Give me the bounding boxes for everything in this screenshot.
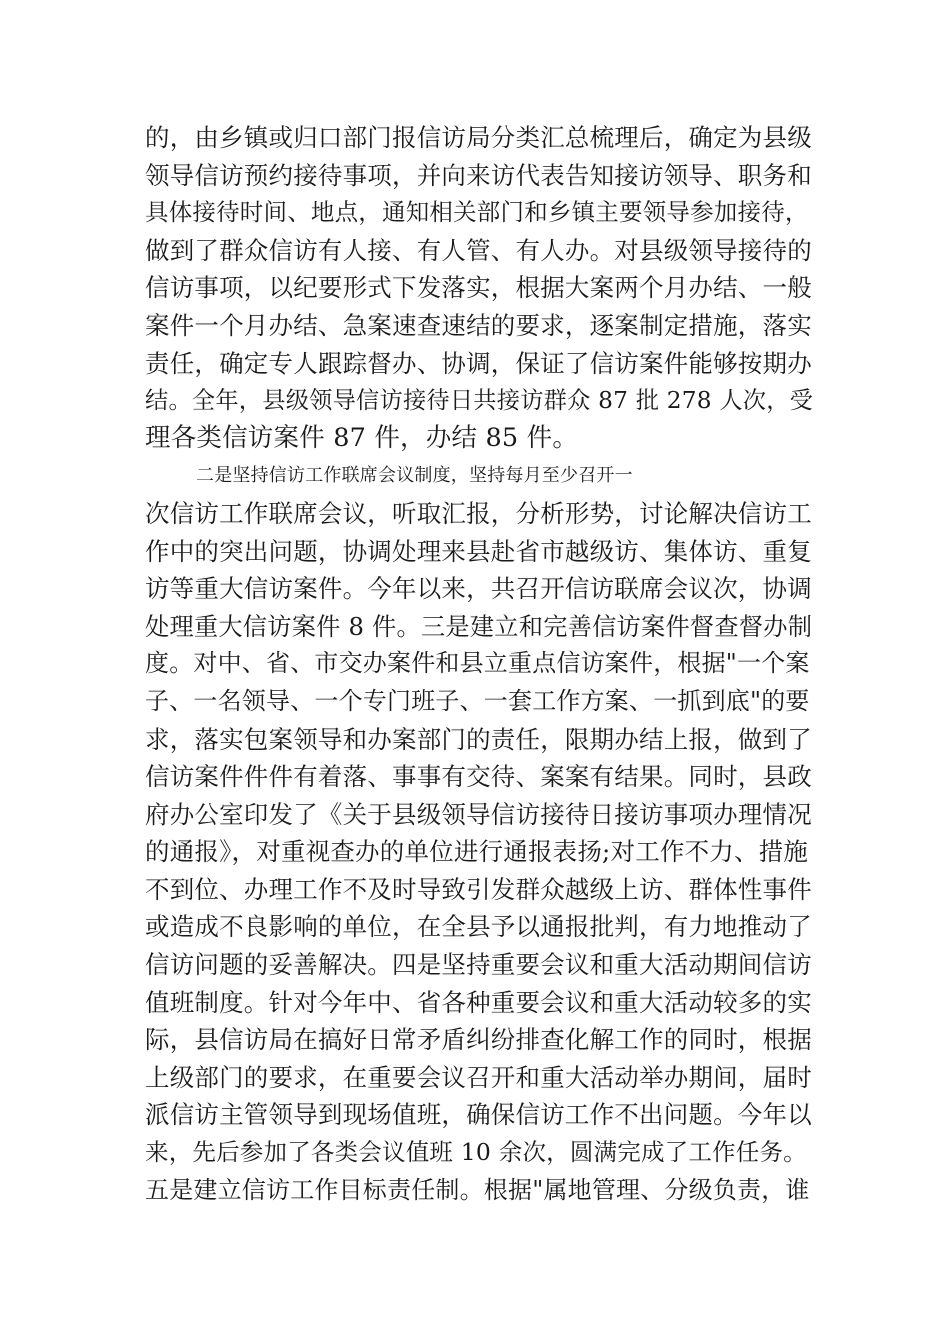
text-line: 结。全年，县级领导信访接待日共接访群众 87 批 278 人次，受 xyxy=(145,387,814,415)
text-line: 访等重大信访案件。今年以来，共召开信访联席会议次，协调 xyxy=(145,574,812,604)
text-line: 派信访主管领导到现场值班，确保信访工作不出问题。今年以 xyxy=(145,1100,812,1130)
text-line: 值班制度。针对今年中、省各种重要会议和重大活动较多的实 xyxy=(145,987,812,1017)
text-line: 五是建立信访工作目标责任制。根据"属地管理、分级负责，谁 xyxy=(145,1175,810,1204)
text-line: 领导信访预约接待事项，并向来访代表告知接访领导、职务和 xyxy=(145,160,812,190)
text-line: 信访问题的妥善解决。四是坚持重要会议和重大活动期间信访 xyxy=(145,950,812,980)
text-line: 不到位、办理工作不及时导致引发群众越级上访、群体性事件 xyxy=(145,874,812,904)
text-line: 或造成不良影响的单位，在全县予以通报批判，有力地推动了 xyxy=(145,912,812,942)
paragraph-first-line: 二是坚持信访工作联席会议制度，坚持每月至少召开一 xyxy=(196,465,633,487)
text-line: 来，先后参加了各类会议值班 10 余次，圆满完成了工作任务。 xyxy=(145,1138,807,1167)
text-line: 做到了群众信访有人接、有人管、有人办。对县级领导接待的 xyxy=(145,235,812,265)
text-line: 责任，确定专人跟踪督办、协调，保证了信访案件能够按期办 xyxy=(145,348,812,378)
text-line: 处理重大信访案件 8 件。三是建立和完善信访案件督查督办制 xyxy=(145,611,813,641)
body-text xyxy=(145,119,814,1209)
text-line: 求，落实包案领导和办案部门的责任，限期办结上报，做到了 xyxy=(145,724,812,754)
text-line: 子、一名领导、一个专门班子、一套工作方案、一抓到底"的要 xyxy=(145,686,810,715)
text-line: 信访案件件件有着落、事事有交待、案案有结果。同时，县政 xyxy=(145,762,812,792)
text-line: 次信访工作联席会议，听取汇报，分析形势，讨论解决信访工 xyxy=(145,498,812,528)
text-line: 案件一个月办结、急案速查速结的要求，逐案制定措施，落实 xyxy=(145,310,812,340)
text-line: 府办公室印发了《关于县级领导信访接待日接访事项办理情况 xyxy=(145,799,812,829)
text-line: 上级部门的要求，在重要会议召开和重大活动举办期间，届时 xyxy=(145,1062,812,1092)
text-line: 作中的突出问题，协调处理来县赴省市越级访、集体访、重复 xyxy=(145,536,812,566)
text-line: 信访事项，以纪要形式下发落实，根据大案两个月办结、一般 xyxy=(145,273,812,303)
text-line: 的通报》，对重视查办的单位进行通报表扬;对工作不力、措施 xyxy=(145,837,809,867)
text-line: 度。对中、省、市交办案件和县立重点信访案件，根据"一个案 xyxy=(145,649,810,678)
text-line: 际，县信访局在搞好日常矛盾纠纷排查化解工作的同时，根据 xyxy=(145,1025,812,1055)
text-line: 的，由乡镇或归口部门报信访局分类汇总梳理后，确定为县级 xyxy=(145,123,812,152)
text-line: 具体接待时间、地点，通知相关部门和乡镇主要领导参加接待， xyxy=(145,198,809,227)
text-line: 理各类信访案件 87 件，办结 85 件。 xyxy=(145,422,579,453)
